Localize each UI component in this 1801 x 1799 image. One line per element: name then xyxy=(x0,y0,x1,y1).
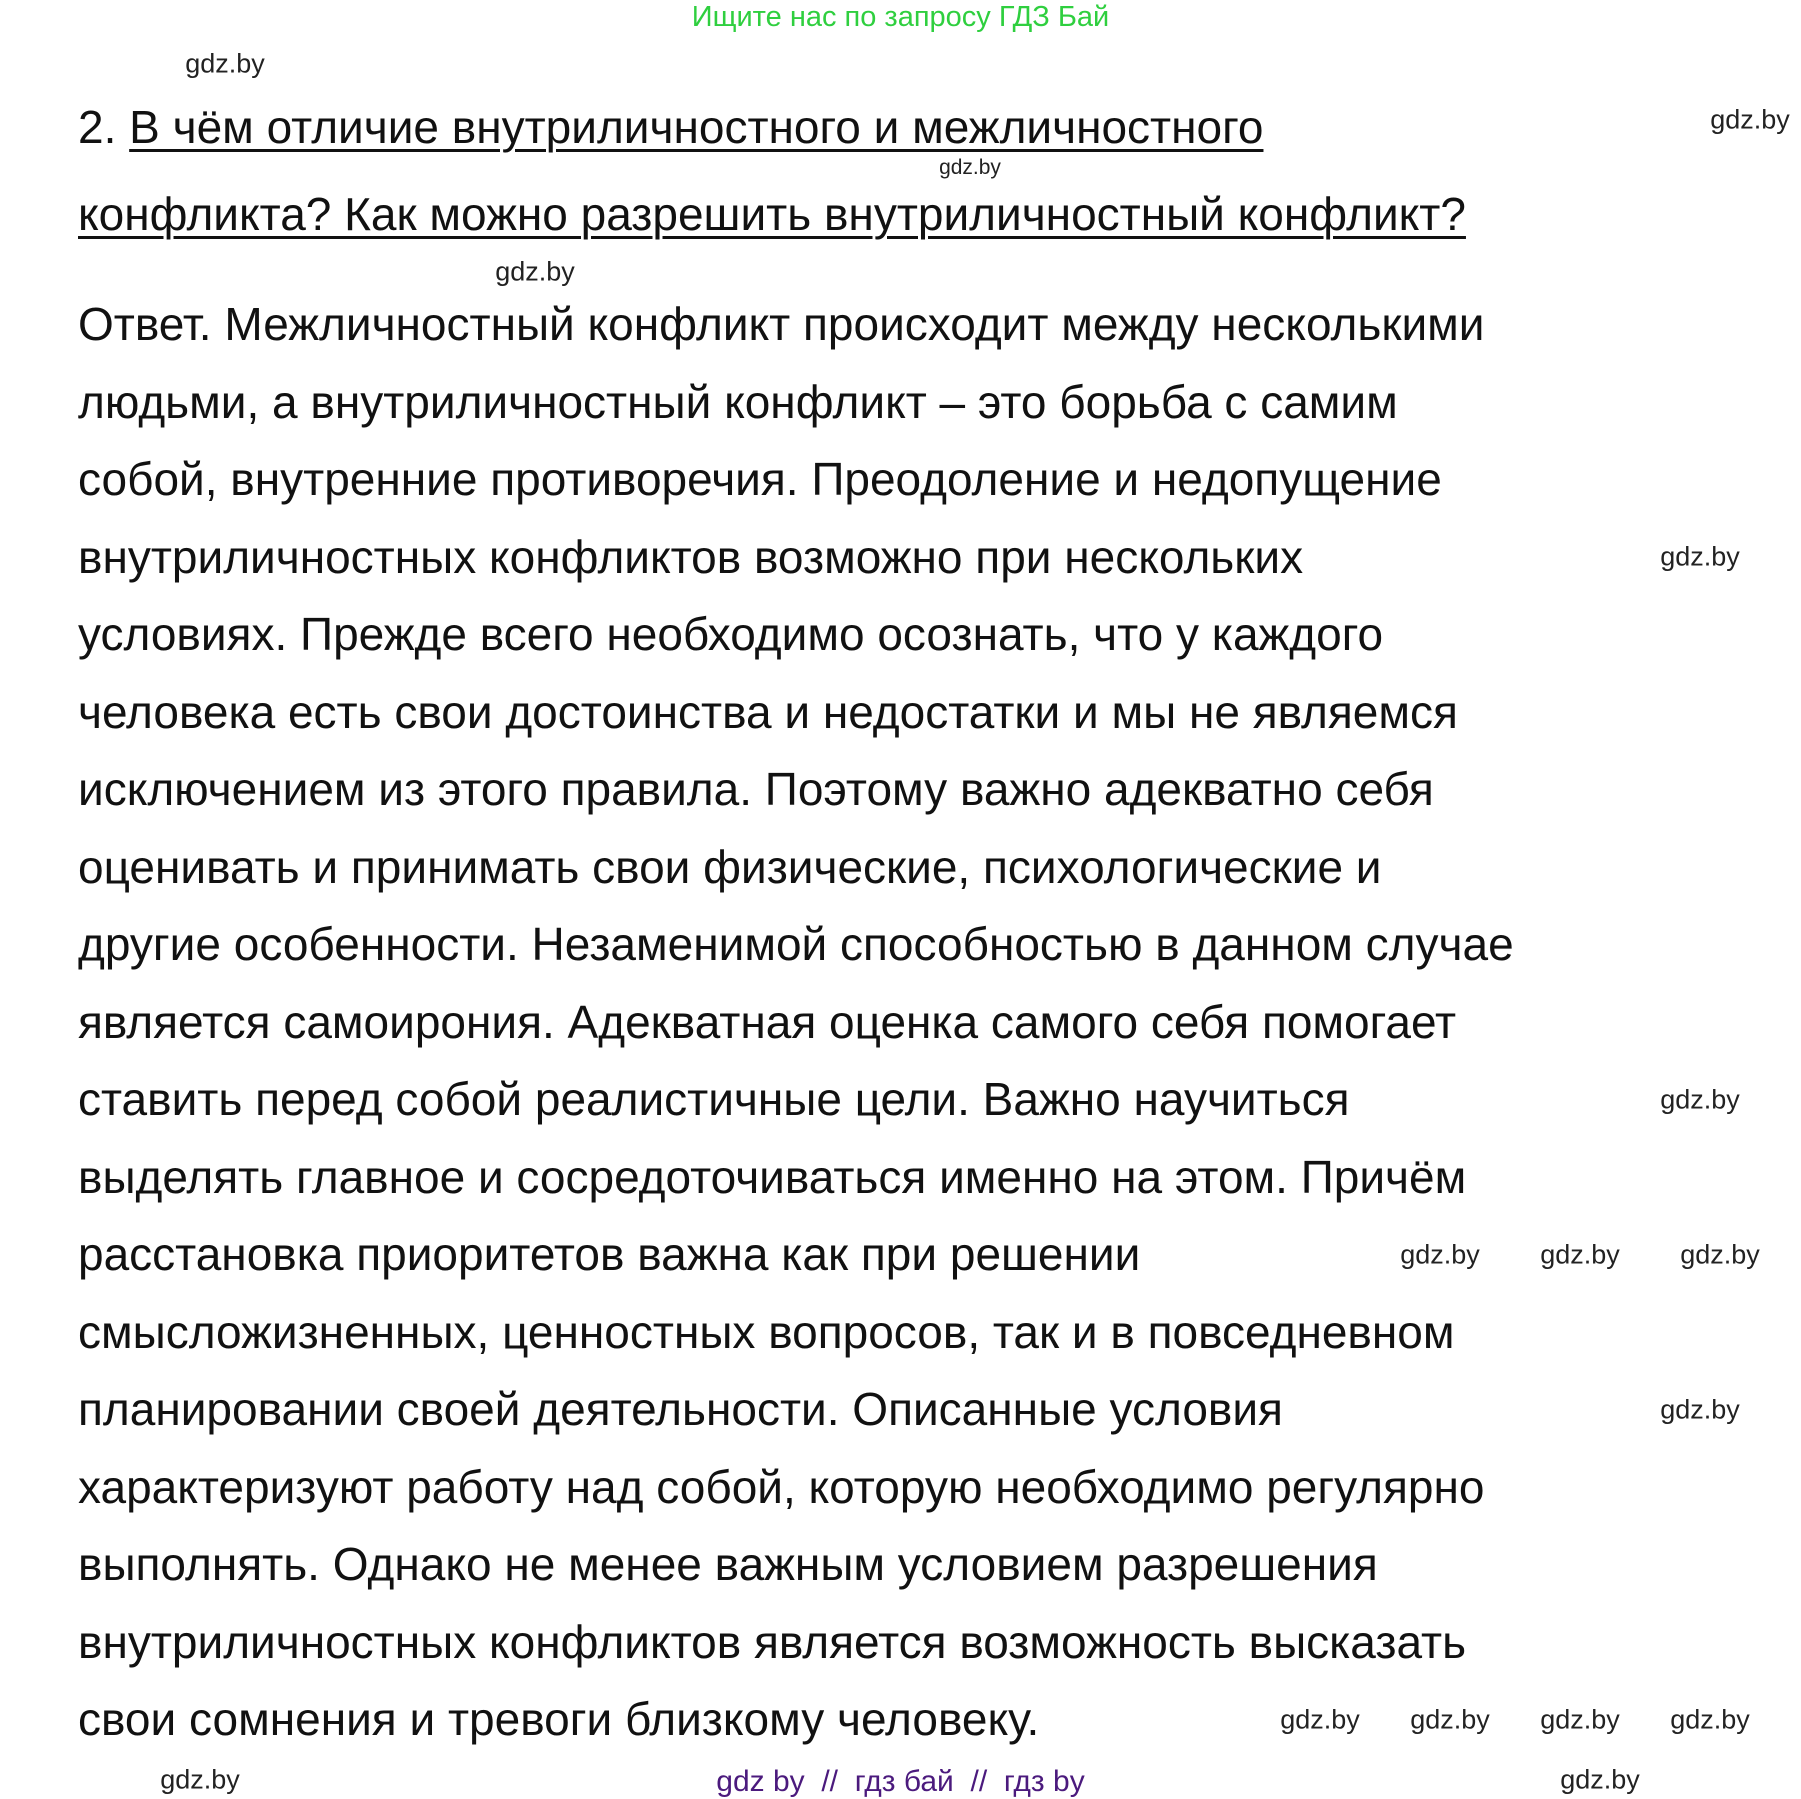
answer-line: оценивать и принимать свои физические, психологические и xyxy=(78,840,1382,893)
answer-text xyxy=(78,286,1514,1759)
watermark: gdz.by xyxy=(1660,1084,1740,1115)
answer-line: условиях. Прежде всего необходимо осознать, что у каждого xyxy=(78,608,1384,660)
answer-line: Ответ. Межличностный конфликт происходит между несколькими xyxy=(78,298,1485,350)
answer-line: людьми, а внутриличностный конфликт – это борьба с самим xyxy=(78,375,1398,428)
question-number: 2. xyxy=(78,101,117,153)
search-hint-header: Ищите нас по запросу ГДЗ Бай xyxy=(691,1,1110,33)
answer-line: человека есть свои достоинства и недостатки и мы не являемся xyxy=(78,685,1458,738)
answer-line: смысложизненных, ценностных вопросов, так и в повседневном xyxy=(78,1305,1455,1358)
answer-line: внутриличностных конфликтов является возможность высказать xyxy=(78,1615,1467,1668)
watermark: gdz.by xyxy=(1400,1239,1480,1270)
question-line-2 xyxy=(78,186,1466,242)
watermark: gdz.by xyxy=(1680,1239,1760,1270)
watermark: gdz.by xyxy=(1560,1764,1640,1795)
answer-line: собой, внутренние противоречия. Преодоление и недопущение xyxy=(78,453,1442,505)
watermark: gdz.by xyxy=(1540,1704,1620,1735)
watermark: gdz.by xyxy=(1660,1394,1740,1425)
question-text-2: конфликта? Как можно разрешить внутриличностный конфликт? xyxy=(78,188,1466,240)
answer-line: характеризуют работу над собой, которую необходимо регулярно xyxy=(78,1460,1485,1513)
answer-line: выделять главное и сосредоточиваться именно на этом. Причём xyxy=(78,1150,1467,1203)
watermark: gdz.by xyxy=(1710,104,1790,135)
footer-links: gdz by // гдз бай // гдз by xyxy=(716,1765,1085,1798)
watermark: gdz.by xyxy=(1410,1704,1490,1735)
watermark: gdz.by xyxy=(1540,1239,1620,1270)
answer-line: расстановка приоритетов важна как при решении xyxy=(78,1228,1141,1280)
question-line-1 xyxy=(78,99,1263,155)
answer-line: внутриличностных конфликтов возможно при нескольких xyxy=(78,530,1304,583)
watermark: gdz.by xyxy=(160,1764,240,1795)
watermark: gdz.by xyxy=(495,256,575,287)
answer-line: исключением из этого правила. Поэтому важно адекватно себя xyxy=(78,763,1434,815)
answer-line: является самоирония. Адекватная оценка самого себя помогает xyxy=(78,995,1457,1048)
answer-line: планировании своей деятельности. Описанные условия xyxy=(78,1383,1283,1435)
answer-line: другие особенности. Незаменимой способностью в данном случае xyxy=(78,918,1514,970)
answer-line: выполнять. Однако не менее важным условием разрешения xyxy=(78,1538,1378,1590)
question-text-1: В чём отличие внутриличностного и межличностного xyxy=(129,101,1264,153)
watermark: gdz.by xyxy=(939,156,1001,179)
watermark: gdz.by xyxy=(1280,1704,1360,1735)
answer-line: свои сомнения и тревоги близкому человеку. xyxy=(78,1693,1040,1745)
watermark: gdz.by xyxy=(185,48,265,79)
watermark: gdz.by xyxy=(1670,1704,1750,1735)
watermark: gdz.by xyxy=(1660,541,1740,572)
answer-line: ставить перед собой реалистичные цели. Важно научиться xyxy=(78,1073,1350,1125)
